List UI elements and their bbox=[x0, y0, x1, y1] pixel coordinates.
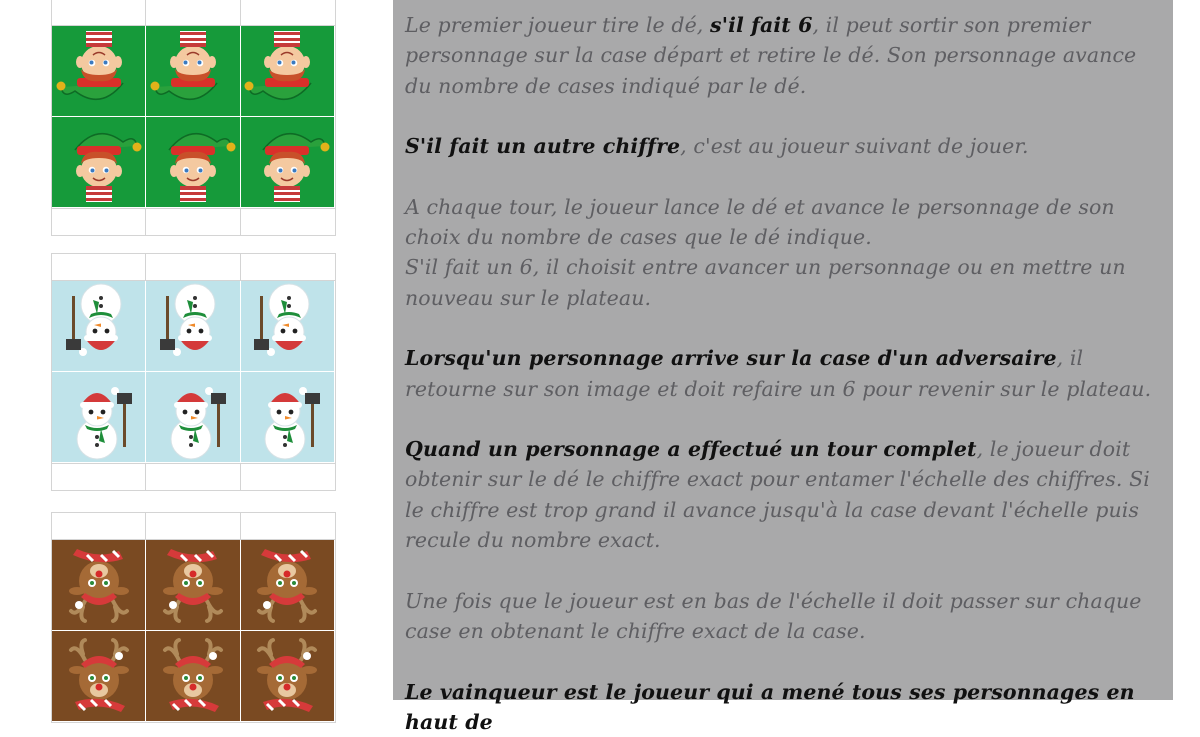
rule-text: , c'est au joueur suivant de jouer. bbox=[680, 134, 1028, 158]
snowman-icon bbox=[241, 372, 335, 463]
rule-text: , il retourne sur son image et doit refaire un 6 pour revenir sur le plateau. bbox=[405, 346, 1151, 400]
elf-icon bbox=[52, 117, 146, 208]
rule-text: Une fois que le joueur est en bas de l'échelle il doit passer sur chaque case en obtenant le chiffre exact de la case. bbox=[405, 589, 1142, 643]
snowman-icon bbox=[52, 372, 146, 463]
fold-tab bbox=[146, 513, 240, 540]
fold-tab bbox=[241, 0, 335, 26]
fold-tab bbox=[52, 208, 146, 235]
elf-pawn-sheet bbox=[51, 0, 336, 236]
reindeer-icon bbox=[52, 540, 146, 631]
fold-tab bbox=[241, 463, 335, 490]
rule-text: S'il fait un 6, il choisit entre avancer un personnage ou en mettre un nouveau sur le plateau. bbox=[405, 255, 1126, 309]
snowman-pawn-sheet bbox=[51, 253, 336, 491]
fold-tab bbox=[52, 463, 146, 490]
fold-tab bbox=[241, 513, 335, 540]
reindeer-icon bbox=[241, 540, 335, 631]
reindeer-icon bbox=[241, 631, 335, 722]
fold-tab bbox=[52, 0, 146, 26]
rule-paragraph bbox=[405, 434, 1161, 556]
rules-panel bbox=[393, 0, 1173, 700]
reindeer-pawn-sheet bbox=[51, 512, 336, 723]
fold-tab bbox=[146, 0, 240, 26]
snowman-icon bbox=[146, 372, 240, 463]
rule-emphasis: Quand un personnage a effectué un tour complet bbox=[405, 437, 977, 461]
rule-paragraph bbox=[405, 677, 1161, 737]
snowman-icon bbox=[241, 281, 335, 372]
rule-emphasis: Le vainqueur est le joueur qui a mené tous ses personnages en haut de bbox=[405, 680, 1135, 734]
snowman-icon bbox=[52, 281, 146, 372]
snowman-icon bbox=[146, 281, 240, 372]
fold-tab bbox=[146, 208, 240, 235]
reindeer-icon bbox=[52, 631, 146, 722]
elf-icon bbox=[146, 117, 240, 208]
rule-emphasis: S'il fait un autre chiffre bbox=[405, 134, 680, 158]
elf-icon bbox=[241, 26, 335, 117]
rule-text: Le premier joueur tire le dé, bbox=[405, 13, 710, 37]
fold-tab bbox=[146, 254, 240, 281]
fold-tab bbox=[146, 463, 240, 490]
reindeer-icon bbox=[146, 540, 240, 631]
fold-tab bbox=[52, 254, 146, 281]
elf-icon bbox=[241, 117, 335, 208]
rule-paragraph bbox=[405, 343, 1161, 404]
rule-paragraph bbox=[405, 131, 1161, 161]
reindeer-icon bbox=[146, 631, 240, 722]
rule-emphasis: s'il fait 6 bbox=[710, 13, 812, 37]
fold-tab bbox=[52, 513, 146, 540]
rule-paragraph bbox=[405, 192, 1161, 314]
fold-tab bbox=[241, 254, 335, 281]
elf-icon bbox=[146, 26, 240, 117]
rule-paragraph bbox=[405, 586, 1161, 647]
rule-text: , il peut sortir son premier personnage sur la case départ et retire le dé. Son personnage avance du nombre de cases indiqué par le dé. bbox=[405, 13, 1136, 98]
rule-text: A chaque tour, le joueur lance le dé et avance le personnage de son choix du nombre de cases que le dé indique. bbox=[405, 195, 1115, 249]
rule-paragraph bbox=[405, 10, 1161, 101]
rule-emphasis: Lorsqu'un personnage arrive sur la case d'un adversaire bbox=[405, 346, 1057, 370]
rule-text: , le joueur doit obtenir sur le dé le chiffre exact pour entamer l'échelle des chiffres. Si le chiffre est trop grand il avance jusqu'à la case devant l'échelle puis recule du nombre exact. bbox=[405, 437, 1150, 552]
elf-icon bbox=[52, 26, 146, 117]
fold-tab bbox=[241, 208, 335, 235]
